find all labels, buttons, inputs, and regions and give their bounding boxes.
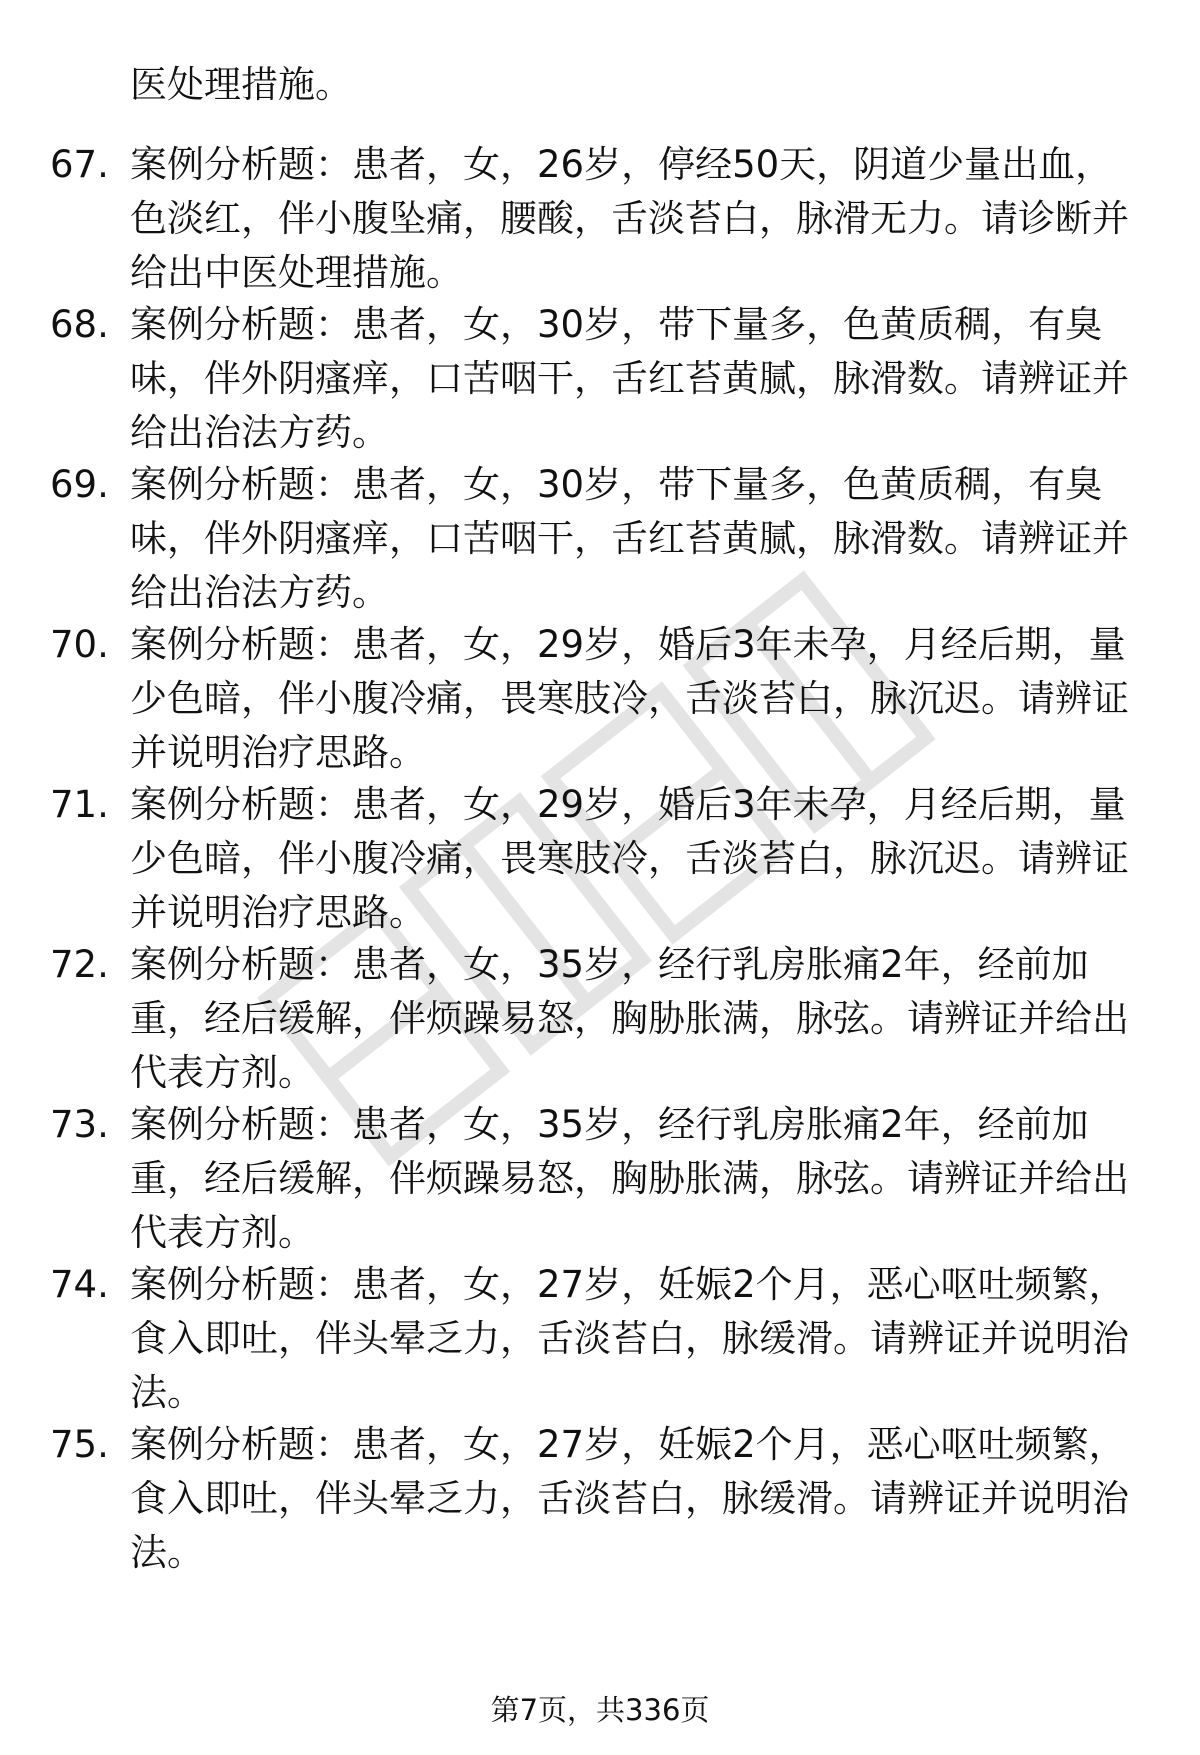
- question-text: 案例分析题：患者，女，35岁，经行乳房胀痛2年，经前加重，经后缓解，伴烦躁易怒，胸胁胀满，脉弦。请辨证并给出代表方剂。: [130, 1103, 1129, 1254]
- question-number: 74.: [50, 1263, 109, 1306]
- question-number: 68.: [50, 303, 109, 346]
- question-number: 67.: [50, 143, 109, 186]
- question-text: 案例分析题：患者，女，27岁，妊娠2个月，恶心呕吐频繁，食入即吐，伴头晕乏力，舌淡苔白，脉缓滑。请辨证并说明治法。: [130, 1263, 1129, 1414]
- question-text: 案例分析题：患者，女，30岁，带下量多，色黄质稠，有臭味，伴外阴瘙痒，口苦咽干，舌红苔黄腻，脉滑数。请辨证并给出治法方药。: [130, 463, 1129, 614]
- question-text: 案例分析题：患者，女，30岁，带下量多，色黄质稠，有臭味，伴外阴瘙痒，口苦咽干，舌红苔黄腻，脉滑数。请辨证并给出治法方药。: [130, 303, 1129, 454]
- question-text: 案例分析题：患者，女，29岁，婚后3年未孕，月经后期，量少色暗，伴小腹冷痛，畏寒肢冷，舌淡苔白，脉沉迟。请辨证并说明治疗思路。: [130, 783, 1129, 934]
- question-number: 70.: [50, 623, 109, 666]
- question-number: 73.: [50, 1103, 109, 1146]
- question-text: 案例分析题：患者，女，35岁，经行乳房胀痛2年，经前加重，经后缓解，伴烦躁易怒，胸胁胀满，脉弦。请辨证并给出代表方剂。: [130, 943, 1129, 1094]
- question-number: 75.: [50, 1423, 109, 1466]
- question-text: 案例分析题：患者，女，27岁，妊娠2个月，恶心呕吐频繁，食入即吐，伴头晕乏力，舌淡苔白，脉缓滑。请辨证并说明治法。: [130, 1423, 1129, 1574]
- page-footer: 第7页，共336页: [490, 1693, 710, 1727]
- question-text: 案例分析题：患者，女，26岁，停经50天，阴道少量出血，色淡红，伴小腹坠痛，腰酸，舌淡苔白，脉滑无力。请诊断并给出中医处理措施。: [130, 143, 1129, 294]
- continued-text: 医处理措施。: [130, 63, 352, 106]
- question-number: 71.: [50, 783, 109, 826]
- question-number: 72.: [50, 943, 109, 986]
- question-text: 案例分析题：患者，女，29岁，婚后3年未孕，月经后期，量少色暗，伴小腹冷痛，畏寒肢冷，舌淡苔白，脉沉迟。请辨证并说明治疗思路。: [130, 623, 1129, 774]
- question-number: 69.: [50, 463, 109, 506]
